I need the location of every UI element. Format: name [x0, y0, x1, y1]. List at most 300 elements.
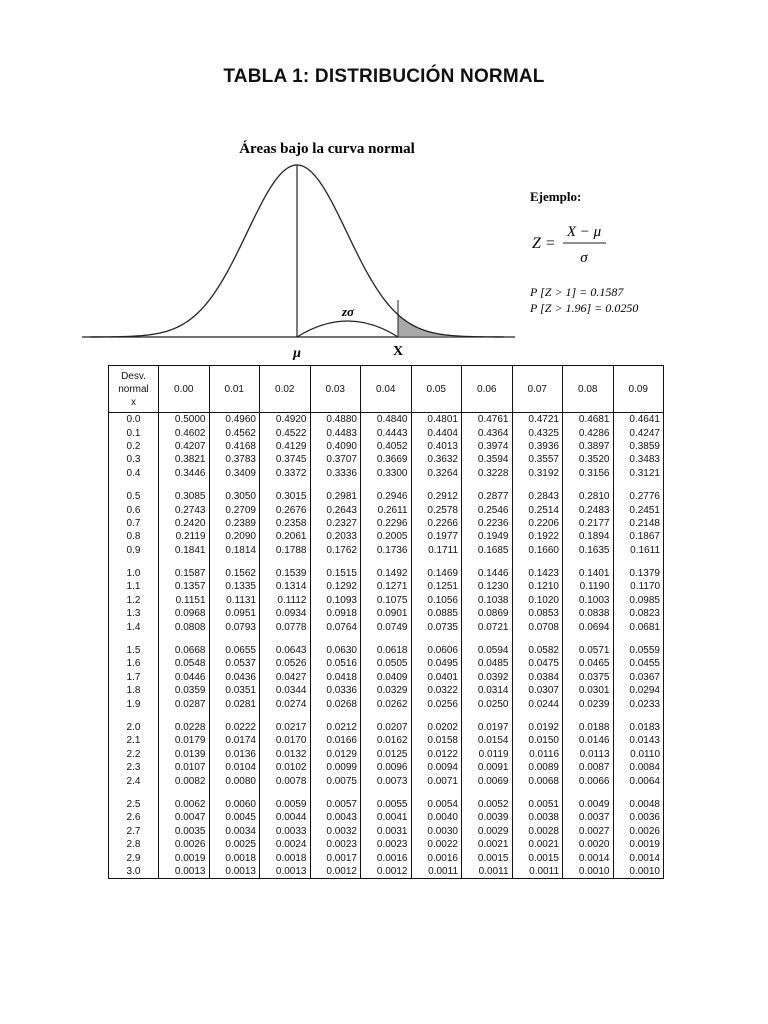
- table-cell: 0.0329: [361, 684, 412, 697]
- table-row: [109, 644, 664, 657]
- spacer-cell: [209, 634, 260, 644]
- row-x-value: 2.2: [109, 748, 159, 761]
- column-header: 0.05: [411, 366, 462, 413]
- spacer-cell: [159, 480, 210, 490]
- table-cell: 0.0136: [209, 748, 260, 761]
- table-cell: 0.0011: [462, 865, 513, 879]
- z-sigma-arc: [297, 321, 398, 337]
- table-cell: 0.1446: [462, 567, 513, 580]
- table-cell: 0.1894: [563, 530, 614, 543]
- column-header: 0.03: [310, 366, 361, 413]
- formula-numerator: X − μ: [566, 224, 602, 240]
- table-cell: 0.2578: [411, 503, 462, 516]
- table-cell: 0.0015: [462, 851, 513, 864]
- table-cell: 0.0062: [159, 798, 210, 811]
- table-cell: 0.1922: [512, 530, 563, 543]
- row-x-value: 2.9: [109, 851, 159, 864]
- table-cell: 0.0985: [613, 594, 664, 607]
- spacer-cell: [310, 634, 361, 644]
- table-row: [109, 697, 664, 710]
- table-cell: 0.0655: [209, 644, 260, 657]
- table-cell: 0.0089: [512, 761, 563, 774]
- table-cell: 0.4960: [209, 413, 260, 427]
- row-x-value: 2.7: [109, 825, 159, 838]
- table-cell: 0.4602: [159, 426, 210, 439]
- spacer-cell: [462, 480, 513, 490]
- spacer-cell: [310, 788, 361, 798]
- table-cell: 0.2177: [563, 517, 614, 530]
- table-cell: 0.2843: [512, 490, 563, 503]
- probability-example-1: P [Z > 1] = 0.1587: [530, 285, 624, 299]
- table-cell: 0.2033: [310, 530, 361, 543]
- table-cell: 0.4168: [209, 440, 260, 453]
- table-cell: 0.0013: [209, 865, 260, 879]
- table-cell: 0.4129: [260, 440, 311, 453]
- table-row: [109, 580, 664, 593]
- table-cell: 0.0244: [512, 697, 563, 710]
- spacer-cell: [109, 480, 159, 490]
- spacer-cell: [109, 634, 159, 644]
- table-cell: 0.3783: [209, 453, 260, 466]
- table-cell: 0.2119: [159, 530, 210, 543]
- group-spacer-row: [109, 634, 664, 644]
- table-cell: 0.1660: [512, 544, 563, 557]
- table-cell: 0.4286: [563, 426, 614, 439]
- table-cell: 0.0015: [512, 851, 563, 864]
- spacer-cell: [462, 711, 513, 721]
- table-cell: 0.2266: [411, 517, 462, 530]
- table-cell: 0.0418: [310, 671, 361, 684]
- table-cell: 0.2514: [512, 503, 563, 516]
- table-cell: 0.3264: [411, 467, 462, 480]
- table-row: [109, 657, 664, 670]
- table-cell: 0.0102: [260, 761, 311, 774]
- table-cell: 0.0078: [260, 774, 311, 787]
- table-cell: 0.4207: [159, 440, 210, 453]
- table-cell: 0.0968: [159, 607, 210, 620]
- spacer-cell: [512, 480, 563, 490]
- spacer-cell: [613, 711, 664, 721]
- row-x-value: 0.2: [109, 440, 159, 453]
- column-header: 0.07: [512, 366, 563, 413]
- column-header: 0.00: [159, 366, 210, 413]
- table-cell: 0.2206: [512, 517, 563, 530]
- table-cell: 0.0116: [512, 748, 563, 761]
- table-cell: 0.0256: [411, 697, 462, 710]
- table-row: [109, 517, 664, 530]
- table-cell: 0.0075: [310, 774, 361, 787]
- table-cell: 0.0322: [411, 684, 462, 697]
- table-cell: 0.0668: [159, 644, 210, 657]
- table-row: [109, 734, 664, 747]
- row-x-value: 0.9: [109, 544, 159, 557]
- table-cell: 0.1611: [613, 544, 664, 557]
- spacer-cell: [361, 557, 412, 567]
- table-cell: 0.3520: [563, 453, 614, 466]
- page-title: TABLA 1: DISTRIBUCIÓN NORMAL: [223, 66, 545, 87]
- table-cell: 0.0359: [159, 684, 210, 697]
- row-x-value: 3.0: [109, 865, 159, 879]
- spacer-cell: [260, 480, 311, 490]
- table-row: [109, 440, 664, 453]
- table-cell: 0.2296: [361, 517, 412, 530]
- table-cell: 0.0016: [361, 851, 412, 864]
- table-cell: 0.1170: [613, 580, 664, 593]
- table-cell: 0.3745: [260, 453, 311, 466]
- table-cell: 0.0125: [361, 748, 412, 761]
- table-cell: 0.1469: [411, 567, 462, 580]
- table-cell: 0.1401: [563, 567, 614, 580]
- table-cell: 0.4880: [310, 413, 361, 427]
- table-cell: 0.1515: [310, 567, 361, 580]
- spacer-cell: [512, 557, 563, 567]
- table-cell: 0.0064: [613, 774, 664, 787]
- mu-label: μ: [293, 346, 301, 361]
- table-cell: 0.0110: [613, 748, 664, 761]
- table-cell: 0.0475: [512, 657, 563, 670]
- row-x-value: 2.5: [109, 798, 159, 811]
- table-cell: 0.1562: [209, 567, 260, 580]
- table-cell: 0.0262: [361, 697, 412, 710]
- table-cell: 0.0351: [209, 684, 260, 697]
- spacer-cell: [563, 711, 614, 721]
- spacer-cell: [563, 557, 614, 567]
- spacer-cell: [462, 634, 513, 644]
- table-cell: 0.0202: [411, 721, 462, 734]
- table-cell: 0.0233: [613, 697, 664, 710]
- table-cell: 0.0084: [613, 761, 664, 774]
- table-cell: 0.0495: [411, 657, 462, 670]
- spacer-cell: [512, 788, 563, 798]
- table-cell: 0.3557: [512, 453, 563, 466]
- table-cell: 0.4562: [209, 426, 260, 439]
- table-row: [109, 865, 664, 879]
- table-cell: 0.0838: [563, 607, 614, 620]
- table-cell: 0.2877: [462, 490, 513, 503]
- spacer-cell: [209, 711, 260, 721]
- row-x-value: 0.7: [109, 517, 159, 530]
- spacer-cell: [159, 557, 210, 567]
- spacer-cell: [260, 788, 311, 798]
- table-cell: 0.1685: [462, 544, 513, 557]
- table-cell: 0.0021: [462, 838, 513, 851]
- table-cell: 0.1788: [260, 544, 311, 557]
- table-cell: 0.0040: [411, 811, 462, 824]
- table-row: [109, 811, 664, 824]
- table-cell: 0.0465: [563, 657, 614, 670]
- row-x-value: 2.3: [109, 761, 159, 774]
- spacer-cell: [512, 634, 563, 644]
- table-cell: 0.0901: [361, 607, 412, 620]
- row-x-value: 1.1: [109, 580, 159, 593]
- table-cell: 0.0146: [563, 734, 614, 747]
- row-x-value: 2.4: [109, 774, 159, 787]
- table-cell: 0.4325: [512, 426, 563, 439]
- table-row: [109, 607, 664, 620]
- table-cell: 0.0014: [613, 851, 664, 864]
- table-cell: 0.4920: [260, 413, 311, 427]
- table-cell: 0.2676: [260, 503, 311, 516]
- table-cell: 0.0401: [411, 671, 462, 684]
- table-cell: 0.0107: [159, 761, 210, 774]
- table-cell: 0.0162: [361, 734, 412, 747]
- table-cell: 0.0011: [411, 865, 462, 879]
- table-cell: 0.4483: [310, 426, 361, 439]
- header-line-1: Desv.: [121, 370, 146, 382]
- table-cell: 0.0749: [361, 620, 412, 633]
- group-spacer-row: [109, 711, 664, 721]
- table-row: [109, 798, 664, 811]
- table-cell: 0.0721: [462, 620, 513, 633]
- table-cell: 0.0455: [613, 657, 664, 670]
- table-cell: 0.0099: [310, 761, 361, 774]
- table-row: [109, 761, 664, 774]
- table-row: [109, 530, 664, 543]
- table-cell: 0.0192: [512, 721, 563, 734]
- table-cell: 0.1314: [260, 580, 311, 593]
- spacer-cell: [613, 788, 664, 798]
- table-cell: 0.2005: [361, 530, 412, 543]
- row-x-value: 2.0: [109, 721, 159, 734]
- table-cell: 0.2420: [159, 517, 210, 530]
- table-cell: 0.4522: [260, 426, 311, 439]
- table-cell: 0.0012: [361, 865, 412, 879]
- table-cell: 0.0618: [361, 644, 412, 657]
- table-cell: 0.0020: [563, 838, 614, 851]
- table-cell: 0.0537: [209, 657, 260, 670]
- table-cell: 0.0143: [613, 734, 664, 747]
- spacer-cell: [310, 480, 361, 490]
- table-cell: 0.1020: [512, 594, 563, 607]
- table-row: [109, 684, 664, 697]
- table-cell: 0.0485: [462, 657, 513, 670]
- table-cell: 0.0228: [159, 721, 210, 734]
- spacer-cell: [512, 711, 563, 721]
- table-cell: 0.3936: [512, 440, 563, 453]
- row-x-value: 1.5: [109, 644, 159, 657]
- probability-example-2: P [Z > 1.96] = 0.0250: [530, 301, 639, 315]
- table-cell: 0.2643: [310, 503, 361, 516]
- table-cell: 0.0188: [563, 721, 614, 734]
- table-cell: 0.5000: [159, 413, 210, 427]
- row-x-value: 1.6: [109, 657, 159, 670]
- spacer-cell: [411, 557, 462, 567]
- table-cell: 0.0934: [260, 607, 311, 620]
- table-cell: 0.3974: [462, 440, 513, 453]
- spacer-cell: [613, 634, 664, 644]
- spacer-cell: [310, 557, 361, 567]
- table-cell: 0.0594: [462, 644, 513, 657]
- table-cell: 0.4404: [411, 426, 462, 439]
- table-cell: 0.0344: [260, 684, 311, 697]
- table-cell: 0.0025: [209, 838, 260, 851]
- table-cell: 0.0150: [512, 734, 563, 747]
- table-row: [109, 620, 664, 633]
- table-row: [109, 838, 664, 851]
- table-cell: 0.0571: [563, 644, 614, 657]
- spacer-cell: [159, 711, 210, 721]
- table-cell: 0.1814: [209, 544, 260, 557]
- spacer-cell: [209, 557, 260, 567]
- table-cell: 0.0013: [159, 865, 210, 879]
- table-cell: 0.3632: [411, 453, 462, 466]
- table-cell: 0.0869: [462, 607, 513, 620]
- row-x-value: 0.0: [109, 413, 159, 427]
- table-cell: 0.1357: [159, 580, 210, 593]
- table-cell: 0.0011: [512, 865, 563, 879]
- column-header: 0.06: [462, 366, 513, 413]
- column-header: 0.02: [260, 366, 311, 413]
- x-label: X: [392, 344, 404, 359]
- table-cell: 0.0029: [462, 825, 513, 838]
- table-cell: 0.1587: [159, 567, 210, 580]
- table-cell: 0.2546: [462, 503, 513, 516]
- table-cell: 0.1190: [563, 580, 614, 593]
- table-cell: 0.2743: [159, 503, 210, 516]
- table-cell: 0.1056: [411, 594, 462, 607]
- table-cell: 0.0010: [613, 865, 664, 879]
- table-cell: 0.0375: [563, 671, 614, 684]
- table-cell: 0.0951: [209, 607, 260, 620]
- table-cell: 0.0018: [209, 851, 260, 864]
- table-cell: 0.0197: [462, 721, 513, 734]
- table-cell: 0.0024: [260, 838, 311, 851]
- table-cell: 0.0037: [563, 811, 614, 824]
- table-cell: 0.0087: [563, 761, 614, 774]
- table-row: [109, 748, 664, 761]
- table-cell: 0.0068: [512, 774, 563, 787]
- spacer-cell: [109, 557, 159, 567]
- table-cell: 0.0446: [159, 671, 210, 684]
- table-cell: 0.0268: [310, 697, 361, 710]
- table-cell: 0.0427: [260, 671, 311, 684]
- spacer-cell: [159, 788, 210, 798]
- table-cell: 0.0207: [361, 721, 412, 734]
- table-cell: 0.3446: [159, 467, 210, 480]
- table-cell: 0.0026: [159, 838, 210, 851]
- table-cell: 0.4443: [361, 426, 412, 439]
- table-cell: 0.2611: [361, 503, 412, 516]
- table-cell: 0.0808: [159, 620, 210, 633]
- table-cell: 0.0643: [260, 644, 311, 657]
- table-cell: 0.0023: [310, 838, 361, 851]
- table-cell: 0.0057: [310, 798, 361, 811]
- table-cell: 0.0239: [563, 697, 614, 710]
- table-cell: 0.1038: [462, 594, 513, 607]
- table-cell: 0.1230: [462, 580, 513, 593]
- table-cell: 0.1977: [411, 530, 462, 543]
- table-row: [109, 671, 664, 684]
- table-cell: 0.0052: [462, 798, 513, 811]
- table-cell: 0.0778: [260, 620, 311, 633]
- table-cell: 0.3669: [361, 453, 412, 466]
- table-cell: 0.3300: [361, 467, 412, 480]
- table-cell: 0.0681: [613, 620, 664, 633]
- table-cell: 0.0548: [159, 657, 210, 670]
- table-cell: 0.0314: [462, 684, 513, 697]
- table-cell: 0.4013: [411, 440, 462, 453]
- table-cell: 0.3121: [613, 467, 664, 480]
- table-cell: 0.0026: [613, 825, 664, 838]
- table-cell: 0.1251: [411, 580, 462, 593]
- spacer-cell: [411, 711, 462, 721]
- table-cell: 0.4840: [361, 413, 412, 427]
- table-cell: 0.2148: [613, 517, 664, 530]
- table-cell: 0.0055: [361, 798, 412, 811]
- table-cell: 0.0281: [209, 697, 260, 710]
- table-cell: 0.0582: [512, 644, 563, 657]
- table-cell: 0.0708: [512, 620, 563, 633]
- table-cell: 0.2236: [462, 517, 513, 530]
- table-row: [109, 453, 664, 466]
- table-cell: 0.0032: [310, 825, 361, 838]
- table-cell: 0.0179: [159, 734, 210, 747]
- example-heading: Ejemplo:: [530, 189, 582, 204]
- table-cell: 0.1151: [159, 594, 210, 607]
- table-cell: 0.2061: [260, 530, 311, 543]
- spacer-cell: [411, 634, 462, 644]
- table-cell: 0.0301: [563, 684, 614, 697]
- table-cell: 0.3409: [209, 467, 260, 480]
- table-cell: 0.0217: [260, 721, 311, 734]
- spacer-cell: [411, 788, 462, 798]
- table-cell: 0.4364: [462, 426, 513, 439]
- table-cell: 0.0630: [310, 644, 361, 657]
- table-row: [109, 721, 664, 734]
- table-cell: 0.0113: [563, 748, 614, 761]
- z-sigma-label: zσ: [341, 304, 355, 319]
- table-cell: 0.0158: [411, 734, 462, 747]
- table-cell: 0.0013: [260, 865, 311, 879]
- table-cell: 0.0409: [361, 671, 412, 684]
- normal-curve-figure: [0, 0, 768, 370]
- table-header-row: [109, 366, 664, 413]
- table-cell: 0.0212: [310, 721, 361, 734]
- table-cell: 0.0174: [209, 734, 260, 747]
- table-cell: 0.4090: [310, 440, 361, 453]
- header-desv-normal: [109, 366, 159, 413]
- table-cell: 0.1539: [260, 567, 311, 580]
- table-cell: 0.0054: [411, 798, 462, 811]
- table-cell: 0.0122: [411, 748, 462, 761]
- table-cell: 0.0222: [209, 721, 260, 734]
- formula-lhs: Z =: [532, 235, 556, 252]
- spacer-cell: [411, 480, 462, 490]
- spacer-cell: [159, 634, 210, 644]
- table-cell: 0.1635: [563, 544, 614, 557]
- table-cell: 0.3156: [563, 467, 614, 480]
- spacer-cell: [109, 788, 159, 798]
- table-cell: 0.3372: [260, 467, 311, 480]
- table-row: [109, 426, 664, 439]
- table-cell: 0.0035: [159, 825, 210, 838]
- table-cell: 0.0038: [512, 811, 563, 824]
- table-cell: 0.0031: [361, 825, 412, 838]
- spacer-cell: [563, 788, 614, 798]
- table-cell: 0.2451: [613, 503, 664, 516]
- table-cell: 0.4801: [411, 413, 462, 427]
- spacer-cell: [209, 480, 260, 490]
- table-cell: 0.1093: [310, 594, 361, 607]
- table-cell: 0.1423: [512, 567, 563, 580]
- table-cell: 0.0073: [361, 774, 412, 787]
- spacer-cell: [310, 711, 361, 721]
- table-cell: 0.4681: [563, 413, 614, 427]
- spacer-cell: [361, 634, 412, 644]
- table-cell: 0.4052: [361, 440, 412, 453]
- spacer-cell: [260, 634, 311, 644]
- table-cell: 0.0022: [411, 838, 462, 851]
